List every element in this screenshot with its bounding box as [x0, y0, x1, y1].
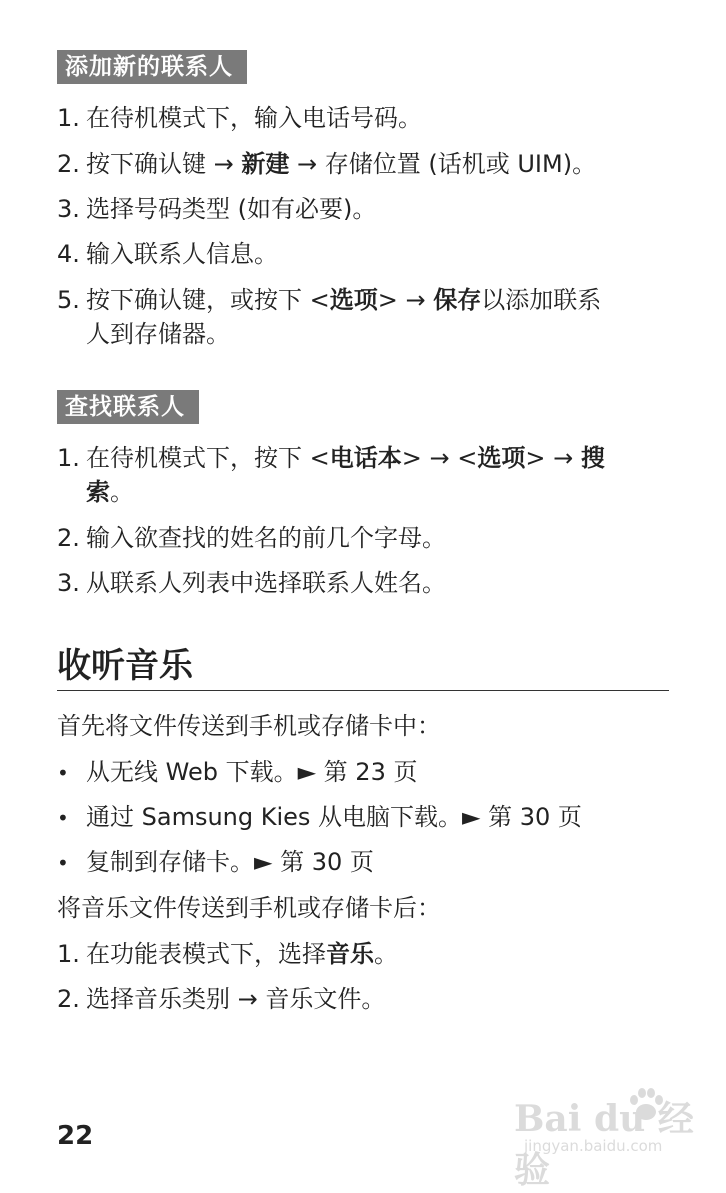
bullet-item: • 通过 Samsung Kies 从电脑下载。► 第 30 页 — [57, 801, 582, 834]
list-item: 1. 在待机模式下，输入电话号码。 — [57, 104, 422, 132]
list-item-continuation: 索。 — [86, 478, 134, 506]
list-item: 2. 输入欲查找的姓名的前几个字母。 — [57, 524, 446, 552]
bullet-item: • 从无线 Web 下载。► 第 23 页 — [57, 756, 417, 789]
bullet-icon: • — [57, 761, 69, 785]
list-item: 5. 按下确认键，或按下 <选项> → 保存以添加联系 — [57, 286, 602, 314]
list-item: 1. 在待机模式下，按下 <电话本> → <选项> → 搜 — [57, 444, 605, 472]
section-label-add-contact: 添加新的联系人 — [57, 50, 247, 84]
list-item: 2. 选择音乐类别 → 音乐文件。 — [57, 985, 386, 1013]
list-item: 3. 选择号码类型 (如有必要)。 — [57, 195, 377, 223]
section-heading-music: 收听音乐 — [57, 646, 193, 686]
list-item-continuation: 人到存储器。 — [86, 320, 230, 348]
watermark-url: jingyan.baidu.com — [524, 1137, 663, 1155]
heading-divider — [57, 690, 669, 691]
paw-icon — [626, 1085, 666, 1125]
list-item: 1. 在功能表模式下，选择音乐。 — [57, 940, 398, 968]
section-label-find-contact: 查找联系人 — [57, 390, 199, 424]
watermark-logo-text: Bai du 经验 — [514, 1098, 694, 1191]
list-item: 2. 按下确认键 → 新建 → 存储位置 (话机或 UIM)。 — [57, 150, 597, 178]
list-item: 4. 输入联系人信息。 — [57, 240, 278, 268]
bullet-item: • 复制到存储卡。► 第 30 页 — [57, 846, 374, 879]
page-number: 22 — [57, 1121, 94, 1151]
bullet-icon: • — [57, 851, 69, 875]
intro-text: 首先将文件传送到手机或存储卡中： — [57, 712, 441, 740]
bullet-icon: • — [57, 806, 69, 830]
after-text: 将音乐文件传送到手机或存储卡后： — [57, 894, 441, 922]
baidu-watermark — [508, 1085, 708, 1191]
list-item: 3. 从联系人列表中选择联系人姓名。 — [57, 569, 446, 597]
